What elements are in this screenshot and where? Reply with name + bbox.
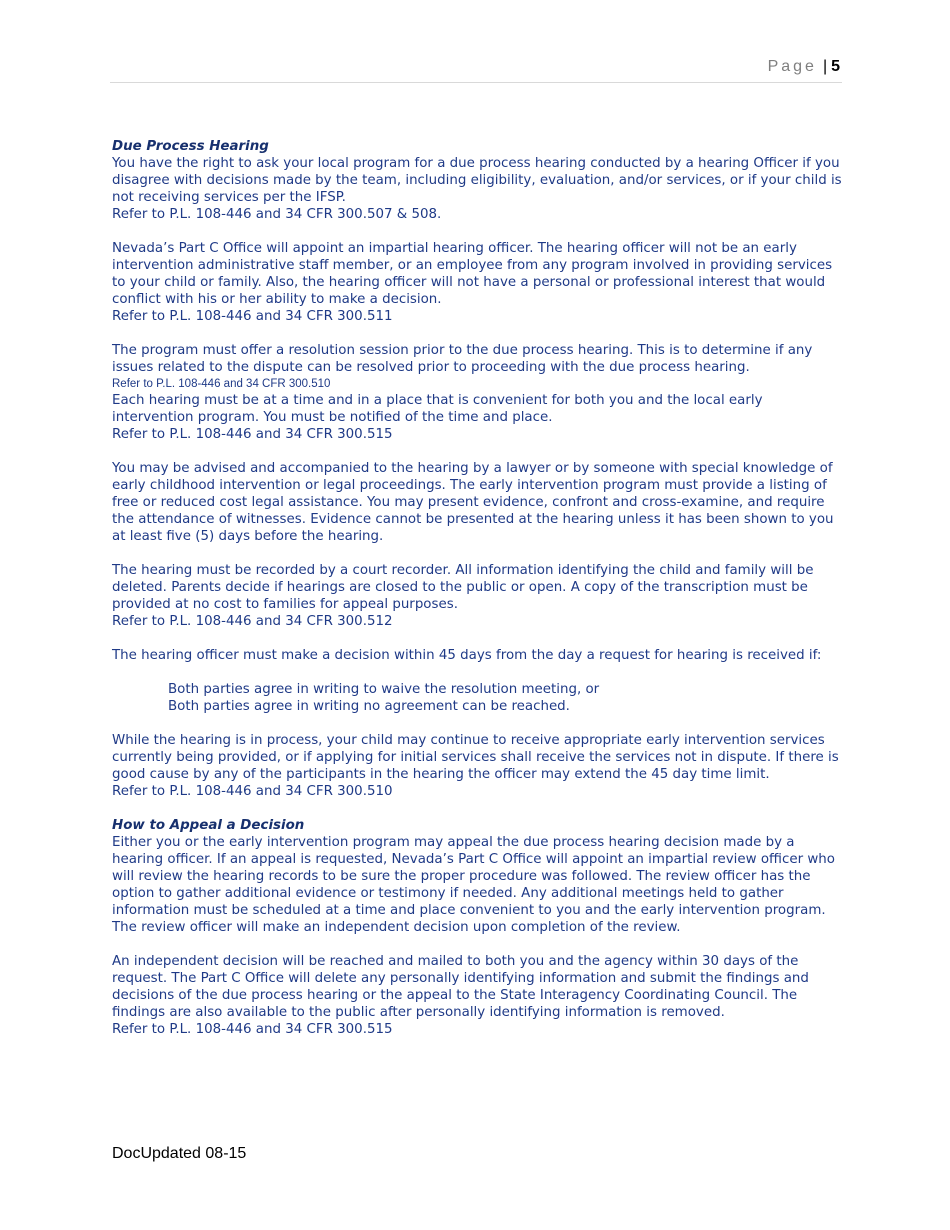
reference: Refer to P.L. 108-446 and 34 CFR 300.515: [112, 1022, 393, 1037]
reference-small: Refer to P.L. 108-446 and 34 CFR 300.510: [112, 378, 331, 390]
paragraph: While the hearing is in process, your child may continue to receive appropriate early intervention services currently being provided, or if applying for initial services shall receive the services not in dispute. If there is good cause by any of the participants in the hearing the officer may extend the 45 day time limit.: [112, 733, 839, 782]
reference: Refer to P.L. 108-446 and 34 CFR 300.515: [112, 427, 393, 442]
reference: Refer to P.L. 108-446 and 34 CFR 300.512: [112, 614, 393, 629]
reference: Refer to P.L. 108-446 and 34 CFR 300.511: [112, 309, 393, 324]
paragraph: The hearing officer must make a decision within 45 days from the day a request for hearing is received if:: [112, 648, 822, 663]
page-separator: |: [822, 58, 828, 75]
appeal-heading: How to Appeal a Decision: [112, 818, 305, 833]
document-body: [112, 138, 842, 1038]
paragraph: Either you or the early intervention program may appeal the due process hearing decision made by a hearing officer. If an appeal is requested, Nevada’s Part C Office will appoint an impartial review officer who will review the hearing records to be sure the proper procedure was followed. The review officer has the option to gather additional evidence or testimony if needed. Any additional meetings held to gather information must be scheduled at a time and place convenient to you and the early intervention program. The review officer will make an independent decision upon completion of the review.: [112, 835, 835, 935]
page-header: [768, 58, 840, 76]
paragraph: The program must offer a resolution session prior to the due process hearing. This is to determine if any issues related to the dispute can be resolved prior to proceeding with the due process hearing.: [112, 343, 813, 375]
header-divider: [110, 82, 842, 83]
page-label: Page: [767, 58, 817, 75]
paragraph: An independent decision will be reached and mailed to both you and the agency within 30 days of the request. The Part C Office will delete any personally identifying information and submit the findings and decisions of the due process hearing or the appeal to the State Interagency Coordinating Council. The findings are also available to the public after personally identifying information is removed.: [112, 954, 809, 1020]
paragraph: The hearing must be recorded by a court recorder. All information identifying the child and family will be deleted. Parents decide if hearings are closed to the public or open. A copy of the transcription must be provided at no cost to families for appeal purposes.: [112, 563, 814, 612]
paragraph: Each hearing must be at a time and in a place that is convenient for both you and the local early intervention program. You must be notified of the time and place.: [112, 393, 763, 425]
reference: Refer to P.L. 108-446 and 34 CFR 300.507 & 508.: [112, 207, 442, 222]
paragraph: Nevada’s Part C Office will appoint an impartial hearing officer. The hearing officer will not be an early intervention administrative staff member, or an employee from any program involved in providing services to your child or family. Also, the hearing officer will not have a personal or professional interest that would conflict with his or her ability to make a decision.: [112, 241, 833, 307]
condition-item: Both parties agree in writing no agreement can be reached.: [168, 699, 570, 714]
reference: Refer to P.L. 108-446 and 34 CFR 300.510: [112, 784, 393, 799]
paragraph: You may be advised and accompanied to the hearing by a lawyer or by someone with special knowledge of early childhood intervention or legal proceedings. The early intervention program must provide a listing of free or reduced cost legal assistance. You may present evidence, confront and cross-examine, and require the attendance of witnesses. Evidence cannot be presented at the hearing unless it has been shown to you at least five (5) days before the hearing.: [112, 461, 834, 544]
footer-doc-updated: DocUpdated 08-15: [112, 1145, 247, 1162]
page-number: 5: [831, 58, 840, 75]
condition-item: Both parties agree in writing to waive the resolution meeting, or: [168, 682, 600, 697]
paragraph: You have the right to ask your local program for a due process hearing conducted by a hearing Officer if you disagree with decisions made by the team, including eligibility, evaluation, and/or services, or if your child is not receiving services per the IFSP.: [112, 156, 842, 205]
due-process-heading: Due Process Hearing: [112, 139, 269, 154]
